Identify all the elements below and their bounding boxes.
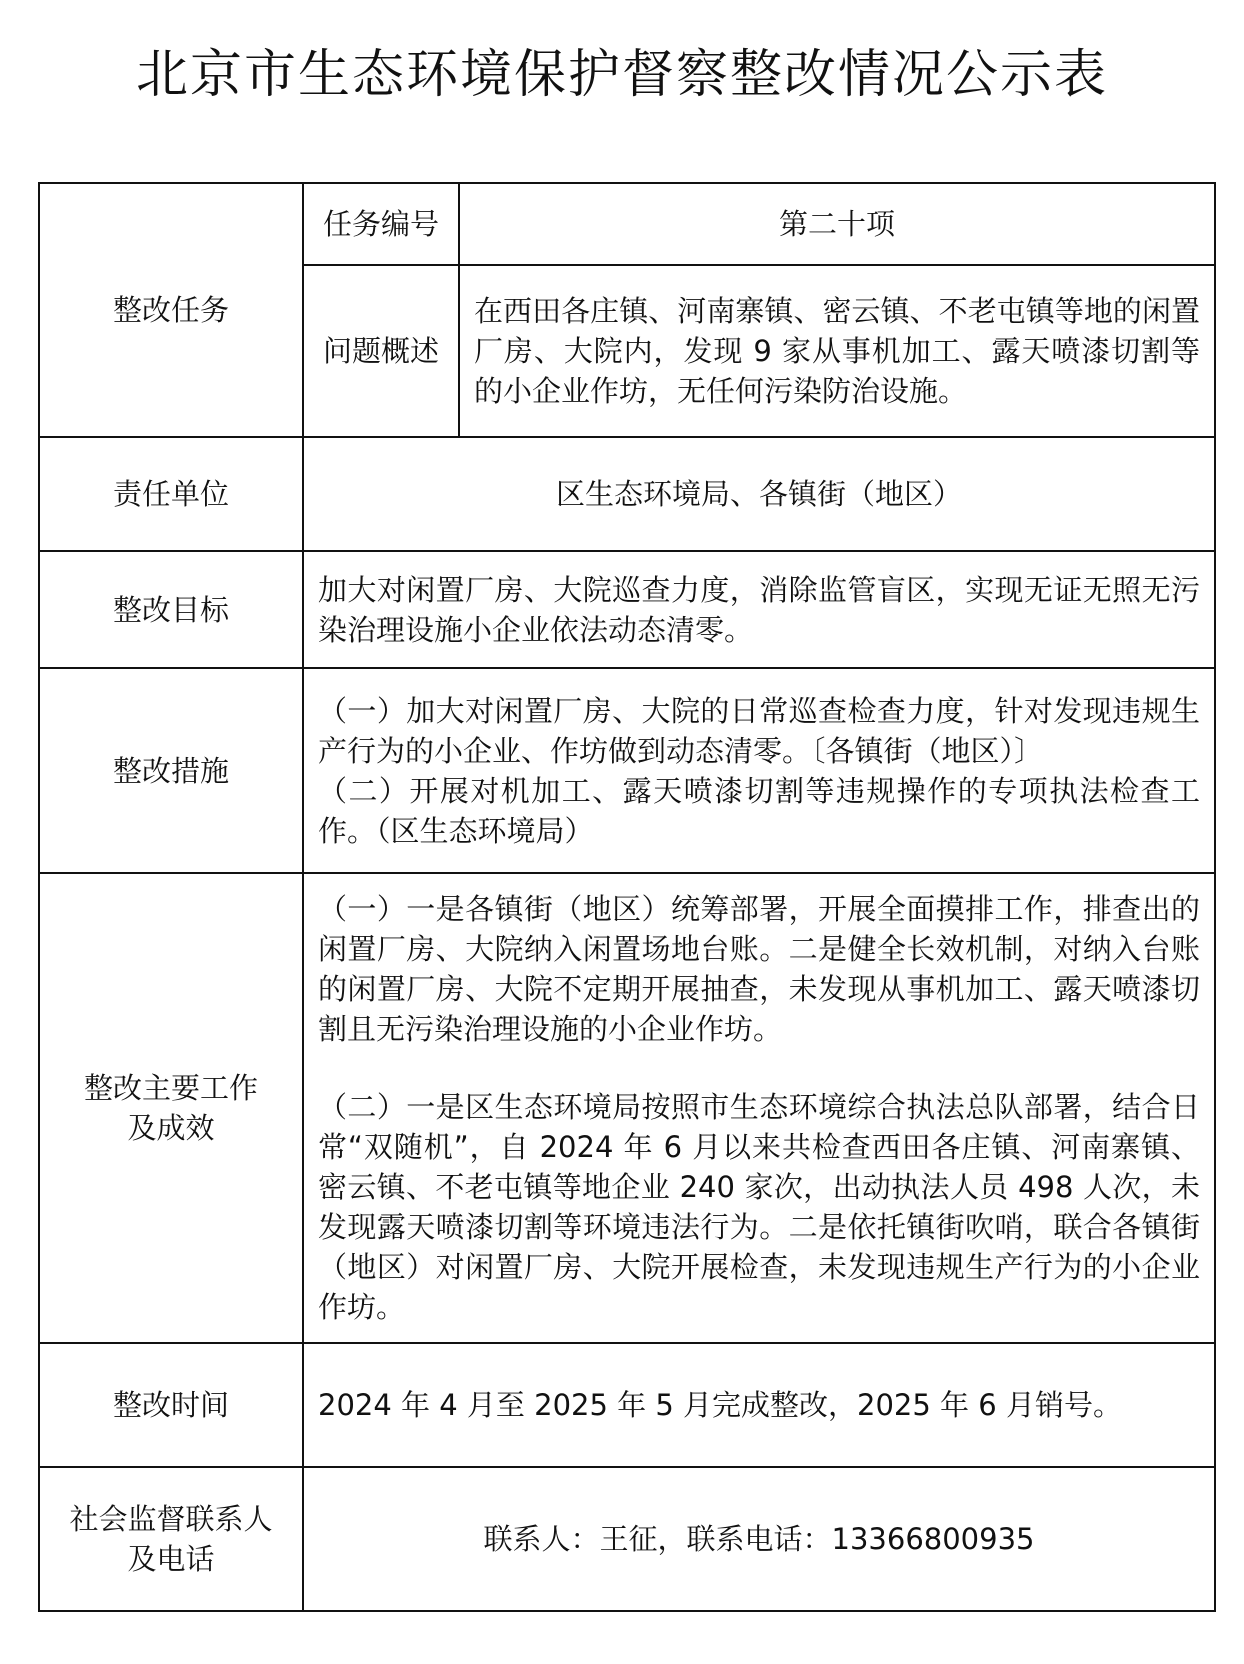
- row-rectification-goal: [39, 551, 1215, 668]
- responsible-unit-value: 区生态环境局、各镇街（地区）: [303, 437, 1215, 551]
- main-work-label: [39, 873, 303, 1343]
- page-title: 北京市生态环境保护督察整改情况公示表: [135, 45, 1108, 105]
- task-label: 整改任务: [39, 183, 303, 437]
- problem-summary-value: 在西田各庄镇、河南寨镇、密云镇、不老屯镇等地的闲置厂房、大院内，发现 9 家从事机加工、露天喷漆切割等的小企业作坊，无任何污染防治设施。: [459, 265, 1215, 437]
- rectification-measures-label: 整改措施: [39, 668, 303, 873]
- rectification-time-label: 整改时间: [39, 1343, 303, 1467]
- rectification-goal-value: 加大对闲置厂房、大院巡查力度，消除监管盲区，实现无证无照无污染治理设施小企业依法动态清零。: [303, 551, 1215, 668]
- rectification-time-value: 2024 年 4 月至 2025 年 5 月完成整改，2025 年 6 月销号。: [303, 1343, 1215, 1467]
- problem-summary-label: 问题概述: [303, 265, 459, 437]
- main-work-paragraph-1: （一）一是各镇街（地区）统筹部署，开展全面摸排工作，排查出的闲置厂房、大院纳入闲置场地台账。二是健全长效机制，对纳入台账的闲置厂房、大院不定期开展抽查，未发现从事机加工、露天喷漆切割且无污染治理设施的小企业作坊。: [318, 892, 1200, 1046]
- task-number-value: 第二十项: [459, 183, 1215, 265]
- supervision-contact-label: [39, 1467, 303, 1611]
- measure-item-1: （一）加大对闲置厂房、大院的日常巡查检查力度，针对发现违规生产行为的小企业、作坊做到动态清零。〔各镇街（地区）〕: [318, 693, 1200, 768]
- row-task-number: [39, 183, 1215, 265]
- supervision-contact-value: 联系人：王征，联系电话：13366800935: [303, 1467, 1215, 1611]
- notice-table: [38, 182, 1216, 1612]
- supervision-contact-label-line1: 社会监督联系人: [69, 1502, 273, 1536]
- row-rectification-time: [39, 1343, 1215, 1467]
- row-supervision-contact: [39, 1467, 1215, 1611]
- rectification-goal-label: 整改目标: [39, 551, 303, 668]
- main-work-paragraph-2: （二）一是区生态环境局按照市生态环境综合执法总队部署，结合日常“双随机”，自 2024 年 6 月以来共检查西田各庄镇、河南寨镇、密云镇、不老屯镇等地企业 240 家次，出动执法人员 498 人次，未发现露天喷漆切割等环境违法行为。二是依托镇街吹哨，联合各镇街（地区）对闲置厂房、大院开展检查，未发现违规生产行为的小企业作坊。: [318, 1090, 1200, 1324]
- row-rectification-measures: [39, 668, 1215, 873]
- row-main-work: [39, 873, 1215, 1343]
- row-responsible-unit: [39, 437, 1215, 551]
- main-work-value: [303, 873, 1215, 1343]
- task-number-label: 任务编号: [303, 183, 459, 265]
- main-work-label-line2: 及成效: [127, 1111, 215, 1145]
- measure-item-2: （二）开展对机加工、露天喷漆切割等违规操作的专项执法检查工作。（区生态环境局）: [318, 773, 1200, 848]
- main-work-label-line1: 整改主要工作: [83, 1071, 258, 1105]
- supervision-contact-label-line2: 及电话: [127, 1542, 215, 1576]
- responsible-unit-label: 责任单位: [39, 437, 303, 551]
- rectification-measures-value: [303, 668, 1215, 873]
